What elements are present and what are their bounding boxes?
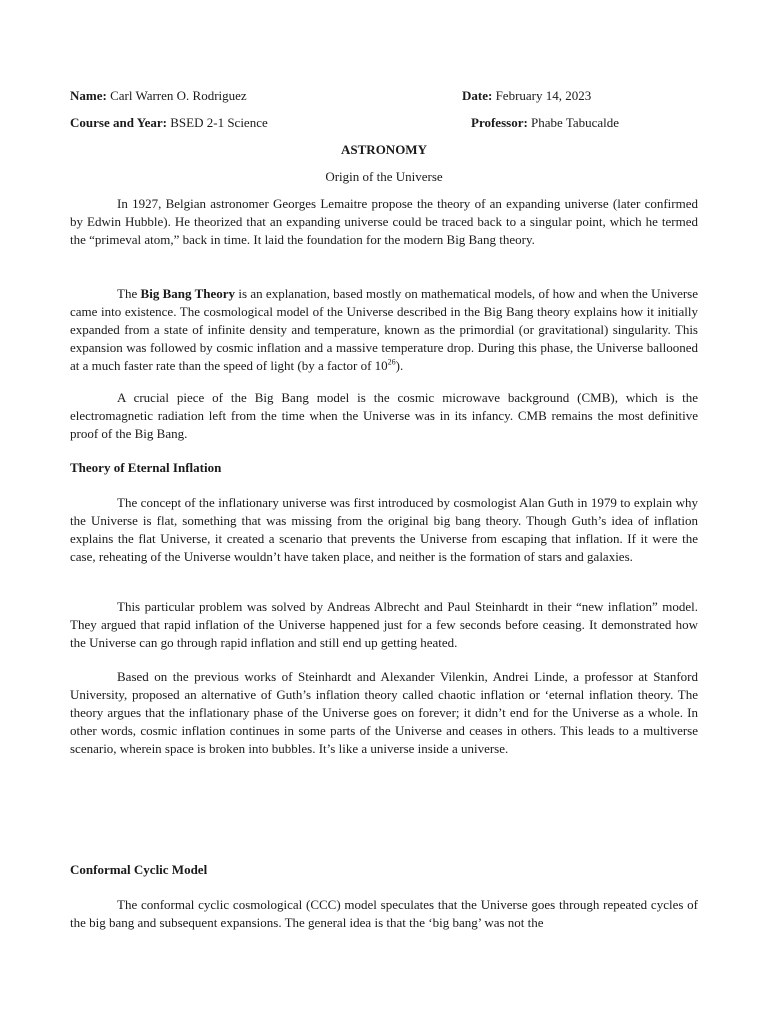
professor-label: Professor: bbox=[471, 115, 528, 130]
paragraph-1: In 1927, Belgian astronomer Georges Lemaitre propose the theory of an expanding universe (later confirmed by Edwin Hubble). He theorized that an expanding universe could be traced back to a singular point, which he termed the “primeval atom,” back in time. It laid the foundation for the modern Big Bang theory. bbox=[70, 196, 698, 247]
name-value: Carl Warren O. Rodriguez bbox=[110, 88, 247, 103]
paragraph-2-intro: The bbox=[117, 286, 141, 301]
date-label: Date: bbox=[462, 88, 493, 103]
paragraph-6: Based on the previous works of Steinhardt and Alexander Vilenkin, Andrei Linde, a professor at Stanford University, proposed an alternative of Guth’s inflation theory called chaotic inflation or ‘eternal inflation theory. The theory argues that the inflationary phase of the Universe goes on forever; it didn’t end for the Universe as a whole. In other words, cosmic inflation continues in some parts of the Universe and ceases in others. This leads to a multiverse scenario, wherein space is broken into bubbles. It’s like a universe inside a universe. bbox=[70, 669, 698, 756]
section-heading-conformal-cyclic: Conformal Cyclic Model bbox=[70, 862, 208, 877]
paragraph-2-end: ). bbox=[395, 358, 404, 373]
exponent: 26 bbox=[387, 357, 396, 367]
date-field bbox=[462, 87, 591, 105]
document-title: ASTRONOMY bbox=[341, 142, 427, 157]
paragraph-2-body: is an explanation, based mostly on mathematical models, of how and when the Universe came into existence. The cosmological model of the Universe described in the Big Bang theory explains how it initially expanded from a state of infinite density and temperature, known as the primordial (or gravitational) singularity. This expansion was followed by cosmic inflation and a massive temperature drop. During this phase, the Universe ballooned at a much faster rate than the speed of light (by a factor of 10 bbox=[70, 286, 699, 373]
course-label: Course and Year: bbox=[70, 115, 168, 130]
header-row-1 bbox=[70, 87, 698, 105]
name-field bbox=[70, 87, 247, 105]
paragraph-7: The conformal cyclic cosmological (CCC) model speculates that the Universe goes through repeated cycles of the big bang and subsequent expansions. The general idea is that the ‘big bang’ was not the bbox=[70, 897, 698, 930]
professor-value: Phabe Tabucalde bbox=[531, 115, 620, 130]
paragraph-3: A crucial piece of the Big Bang model is the cosmic microwave background (CMB), which is the electromagnetic radiation left from the time when the Universe was in its infancy. CMB remains the most definitive proof of the Big Bang. bbox=[70, 390, 698, 441]
big-bang-term: Big Bang Theory bbox=[140, 286, 236, 301]
paragraph-5: This particular problem was solved by Andreas Albrecht and Paul Steinhardt in their “new inflation” model. They argued that rapid inflation of the Universe happened just for a few seconds before ceasing. It demonstrated how the Universe can go through rapid inflation and still end up getting heated. bbox=[70, 599, 698, 650]
section-heading-eternal-inflation: Theory of Eternal Inflation bbox=[70, 460, 222, 475]
paragraph-4: The concept of the inflationary universe was first introduced by cosmologist Alan Guth in 1979 to explain why the Universe is flat, something that was missing from the original big bang theory. Though Guth’s idea of inflation explains the flat Universe, it created a scenario that prevents the Universe from escaping that inflation. If it were the case, reheating of the Universe wouldn’t have taken place, and neither is the formation of stars and galaxies. bbox=[70, 495, 698, 564]
name-label: Name: bbox=[70, 88, 107, 103]
date-value: February 14, 2023 bbox=[495, 88, 592, 103]
paragraph-2 bbox=[70, 285, 698, 375]
document-subtitle: Origin of the Universe bbox=[325, 169, 443, 184]
header-row-2 bbox=[70, 114, 698, 132]
course-value: BSED 2-1 Science bbox=[170, 115, 268, 130]
professor-field bbox=[471, 114, 619, 132]
course-field bbox=[70, 114, 268, 132]
